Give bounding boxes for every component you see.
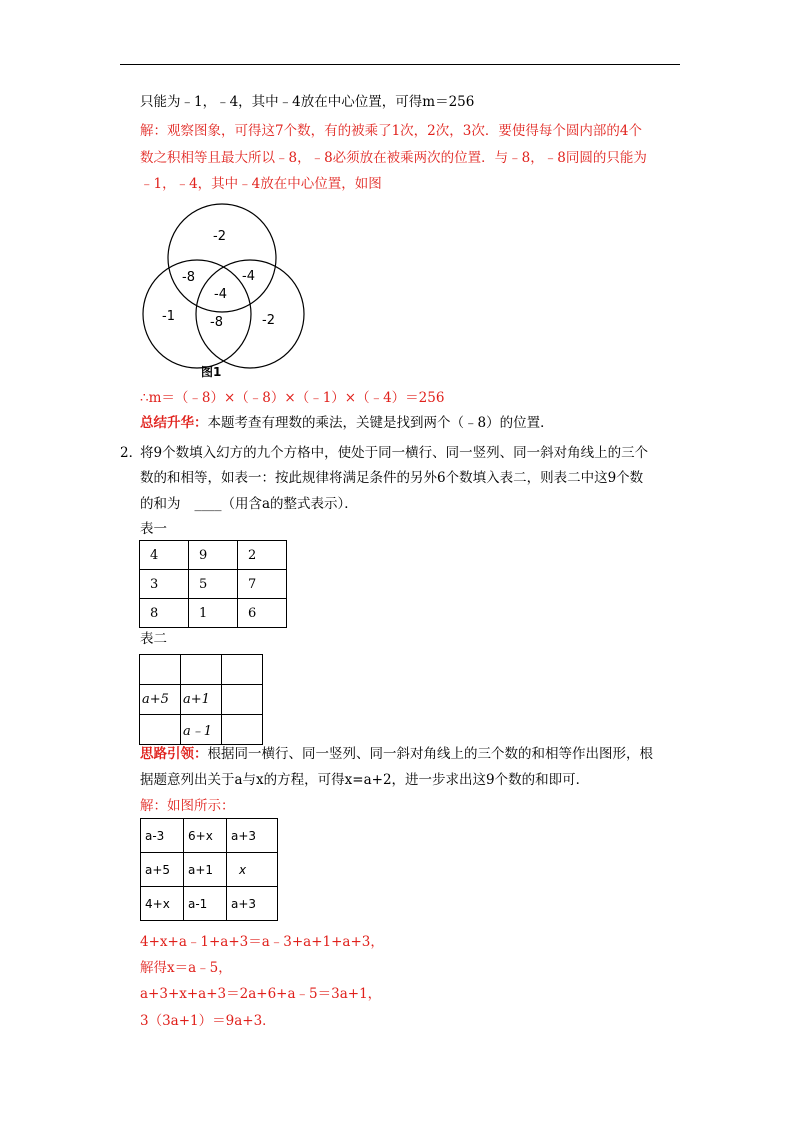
table2-label: 表二: [140, 631, 167, 647]
table-cell: a+5: [140, 685, 181, 715]
table-cell: a+5: [141, 853, 184, 887]
table-cell: a+3: [227, 819, 278, 853]
venn-bottom: -8: [210, 315, 223, 330]
table-cell: a+3: [227, 887, 278, 921]
table-row: [140, 655, 263, 685]
hint-text1: 根据同一横行、同一竖列、同一斜对角线上的三个数的和相等作出图形，根: [207, 746, 653, 762]
q2-number: 2．: [120, 445, 143, 461]
table-row: [141, 887, 278, 921]
table-cell: a-1: [184, 887, 227, 921]
table-cell: a+1: [181, 685, 222, 715]
summary-line: [140, 413, 554, 433]
table-cell: 4: [140, 541, 189, 570]
hint-line1: [140, 744, 653, 764]
table2: [139, 654, 263, 745]
venn-top-right: -4: [242, 269, 255, 284]
q2-line3-start: 的和为: [140, 496, 181, 512]
equation-2: 解得x＝a﹣5，: [140, 960, 232, 976]
equation-3: a+3+x+a+3＝2a+6+a﹣5＝3a+1，: [140, 986, 382, 1002]
equation-4: 3（3a+1）＝9a+3．: [140, 1013, 276, 1029]
solution2-intro: 解：如图所示：: [140, 798, 235, 814]
table1-label: 表一: [140, 521, 167, 537]
solution1-line1: 解：观察图象，可得这7个数，有的被乘了1次，2次，3次．要使得每个圆内部的4个: [140, 123, 642, 139]
table-cell: [222, 715, 263, 745]
table-row: [140, 715, 263, 745]
table-cell: [222, 685, 263, 715]
top-line: 只能为﹣1，﹣4，其中﹣4放在中心位置，可得m＝256: [140, 94, 475, 110]
table-cell: [181, 655, 222, 685]
q2-line3: [140, 494, 358, 514]
table-cell: 9: [189, 541, 238, 570]
table-cell: 3: [140, 570, 189, 599]
summary-label: 总结升华：: [140, 415, 208, 431]
venn-diagram: [142, 200, 322, 380]
q2-line3-end: （用含a的整式表示）．: [221, 496, 358, 512]
table3: [140, 818, 278, 921]
table-row: [140, 599, 287, 628]
header-rule: [120, 64, 680, 65]
table-cell: [140, 655, 181, 685]
table-cell: [222, 655, 263, 685]
solution1-line2: 数之积相等且最大所以﹣8，﹣8必须放在被乘两次的位置．与﹣8，﹣8同圆的只能为: [140, 150, 647, 166]
table1: [139, 540, 287, 628]
table-row: [140, 685, 263, 715]
table-cell: [140, 715, 181, 745]
table-cell: 4+x: [141, 887, 184, 921]
q2-line2: 数的和相等，如表一：按此规律将满足条件的另外6个数填入表二，则表二中这9个数: [140, 470, 644, 486]
venn-top-left: -8: [182, 270, 195, 285]
table-row: [141, 819, 278, 853]
result1-line: ∴m＝（﹣8）×（﹣8）×（﹣1）×（﹣4）＝256: [140, 390, 445, 406]
venn-left: -1: [162, 309, 175, 324]
venn-right: -2: [262, 313, 275, 328]
hint-label: 思路引领：: [140, 746, 208, 762]
table-row: [140, 570, 287, 599]
table-cell: x: [227, 853, 278, 887]
table-cell: 6: [238, 599, 287, 628]
answer-blank: ____: [194, 496, 222, 512]
hint-line2: 据题意列出关于a与x的方程，可得x=a+2，进一步求出这9个数的和即可．: [140, 772, 590, 788]
q2-line1: 将9个数填入幻方的九个方格中，使处于同一横行、同一竖列、同一斜对角线上的三个: [140, 445, 649, 461]
table-cell: a﹣1: [181, 715, 222, 745]
table-cell: 6+x: [184, 819, 227, 853]
solution1-line3: ﹣1，﹣4，其中﹣4放在中心位置，如图: [140, 176, 382, 192]
venn-circle-left: [143, 260, 251, 368]
table-row: [140, 541, 287, 570]
table-cell: 1: [189, 599, 238, 628]
venn-top: -2: [213, 229, 226, 244]
table-row: [141, 853, 278, 887]
table-cell: 8: [140, 599, 189, 628]
table-cell: 5: [189, 570, 238, 599]
venn-center: -4: [214, 287, 227, 302]
table-cell: 2: [238, 541, 287, 570]
table-cell: a+1: [184, 853, 227, 887]
summary-text: 本题考查有理数的乘法，关键是找到两个（﹣8）的位置．: [207, 415, 554, 431]
table-cell: a-3: [141, 819, 184, 853]
table-cell: 7: [238, 570, 287, 599]
venn-caption: 图1: [201, 365, 222, 379]
equation-1: 4+x+a﹣1+a+3＝a﹣3+a+1+a+3，: [140, 934, 384, 950]
